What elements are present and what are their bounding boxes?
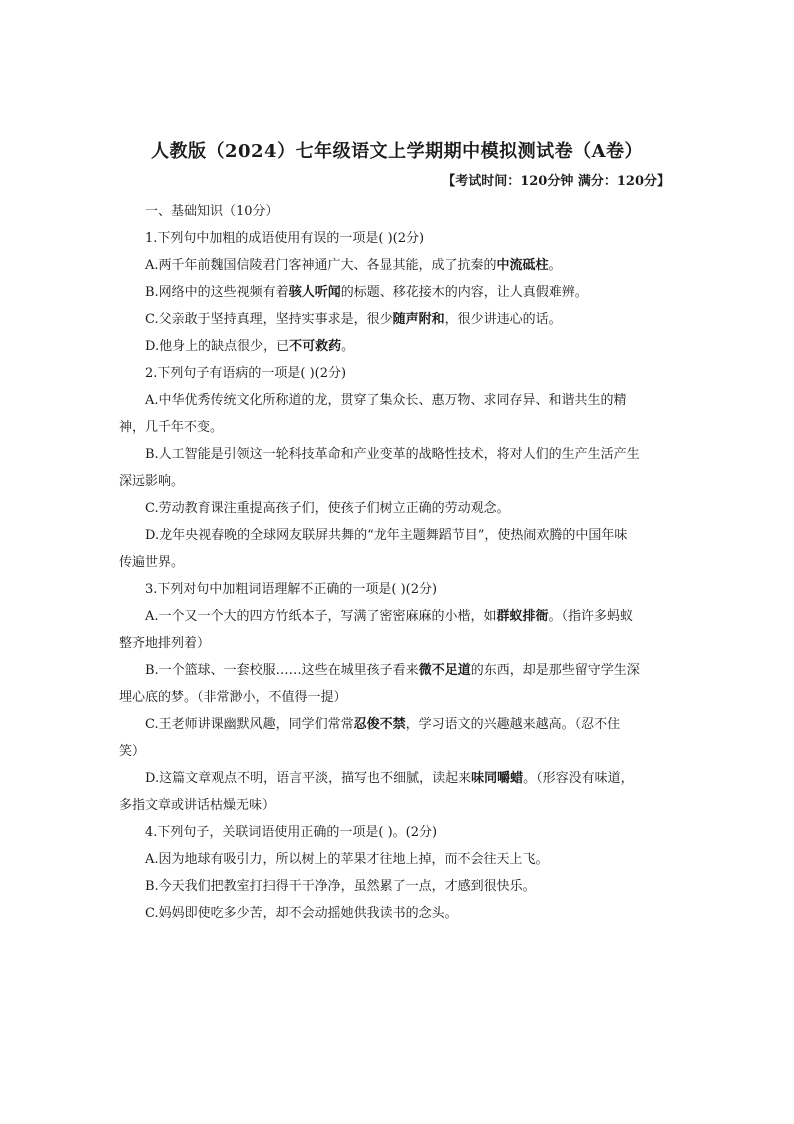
option-text: 整齐地排列着） [119,636,211,651]
option-text: A.两千年前魏国信陵君门客神通广大、各显其能，成了抗秦的 [145,258,497,273]
question-3-option-d [119,765,677,819]
option-text: 笑） [119,744,146,759]
question-1-option-a [119,252,677,279]
question-2-option-a [119,387,677,441]
option-text: 。（指许多蚂蚁 [548,609,634,624]
option-text: 埋心底的梦。（非常渺小，不值得一提） [119,690,347,705]
bold-idiom: 味同嚼蜡 [471,771,524,786]
question-4-option-a: A.因为地球有吸引力，所以树上的苹果才往地上掉，而不会往天上飞。 [145,852,549,867]
exam-content [119,198,677,927]
bold-idiom: 中流砥柱 [496,258,549,273]
bold-idiom: 忍俊不禁 [353,717,406,732]
option-text: 的东西，却是那些留守学生深 [470,663,640,678]
question-3-option-b [119,657,677,711]
bold-idiom: 不可救药 [289,339,342,354]
question-1-option-b [119,279,677,306]
option-text: 的标题、移花接木的内容，让人真假难辨。 [340,285,588,300]
question-4-option-b: B.今天我们把教室打扫得干干净净，虽然累了一点，才感到很快乐。 [145,879,536,894]
option-text: A.中华优秀传统文化所称道的龙，贯穿了集众长、惠万物、求同存异、和谐共生的精 [145,393,627,408]
question-1-option-d [119,333,677,360]
question-3-option-c [119,711,677,765]
question-2-stem: 2.下列句子有语病的一项是( )(2分) [145,366,347,381]
section-heading: 一、基础知识（10分） [145,204,279,219]
question-1-stem: 1.下列句中加粗的成语使用有误的一项是( )(2分) [145,231,425,246]
option-text: 传遍世界。 [119,555,185,570]
option-text: D.他身上的缺点很少，已 [145,339,290,354]
question-4-stem: 4.下列句子，关联词语使用正确的一项是( )。(2分) [145,825,438,840]
question-2-option-b [119,441,677,495]
question-2-option-c: C.劳动教育课注重提高孩子们，使孩子们树立正确的劳动观念。 [145,501,510,516]
option-text: ，很少讲违心的话。 [444,312,562,327]
bold-idiom: 随声附和 [392,312,445,327]
exam-time-score: 【考试时间：120分钟 满分：120分】 [442,174,670,189]
option-text: C.王老师讲课幽默风趣，同学们常常 [145,717,354,732]
question-4-option-c: C.妈妈即使吃多少苦，却不会动摇她供我读书的念头。 [145,906,458,921]
bold-idiom: 群蚁排衙 [496,609,549,624]
option-text: 深远影响。 [119,474,185,489]
question-2-option-d [119,522,677,576]
option-text: C.父亲敢于坚持真理，坚持实事求是，很少 [145,312,393,327]
bold-idiom: 骇人听闻 [288,285,341,300]
option-text: B.网络中的这些视频有着 [145,285,289,300]
bold-idiom: 微不足道 [418,663,471,678]
page-title: 人教版（2024）七年级语文上学期期中模拟测试卷（A卷） [150,141,644,162]
option-text: D.龙年央视春晚的全球网友联屏共舞的“龙年主题舞蹈节目”，使热闹欢腾的中国年味 [145,528,628,543]
option-text: D.这篇文章观点不明，语言平淡，描写也不细腻，读起来 [145,771,472,786]
option-text: B.人工智能是引领这一轮科技革命和产业变革的战略性技术，将对人们的生产生活产生 [145,447,640,462]
option-text: B.一个篮球、一套校服……这些在城里孩子看来 [145,663,419,678]
option-text: 神，几千年不变。 [119,420,224,435]
option-text: A.一个又一个大的四方竹纸本子，写满了密密麻麻的小楷，如 [145,609,497,624]
option-text: 多指文章或讲话枯燥无味） [119,798,276,813]
option-text: 。 [548,258,562,273]
option-text: ，学习语文的兴趣越来越高。（忍不住 [405,717,621,732]
option-text: 。 [341,339,355,354]
option-text: 。（形容没有味道， [523,771,634,786]
question-3-option-a [119,603,677,657]
question-1-option-c [119,306,677,333]
question-3-stem: 3.下列对句中加粗词语理解不正确的一项是( )(2分) [145,582,438,597]
